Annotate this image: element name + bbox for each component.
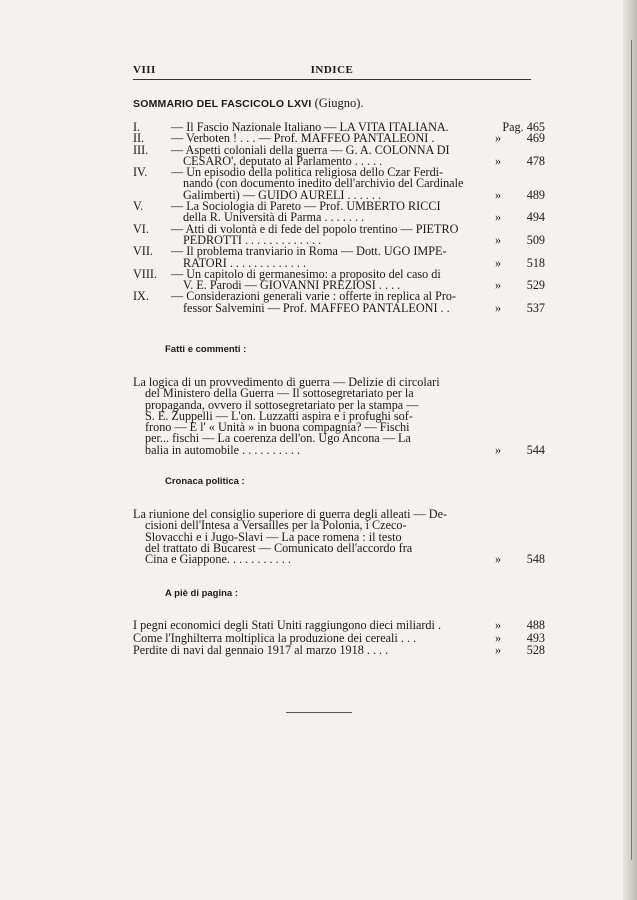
toc-entry-line: Galimberti) — GUIDO AURELI . . . . . . — [183, 187, 382, 202]
toc-roman-numeral: V. — [133, 199, 144, 214]
page-number: VIII — [133, 64, 156, 76]
toc-entry-text — [171, 221, 487, 247]
footnote-list — [133, 619, 545, 657]
toc-entry-line: della R. Università di Parma . . . . . . . — [183, 210, 365, 225]
toc-roman-numeral: VIII. — [133, 266, 158, 281]
page-ref-number: 529 — [526, 278, 545, 293]
toc-roman-numeral: III. — [133, 142, 149, 157]
toc-entry — [133, 266, 545, 293]
page-ref-number: 488 — [526, 618, 545, 632]
ditto-mark: » — [495, 630, 502, 645]
paragraph-line: del Ministero della Guerra — Il sottosegretariato per la — [145, 386, 414, 401]
toc-entry-line: RATORI . . . . . . . . . . . . . — [183, 255, 307, 270]
section-fatti-e-commenti — [133, 344, 545, 456]
toc-roman-numeral: IX. — [133, 289, 149, 304]
toc-entry-text — [171, 142, 487, 168]
ditto-mark: » — [495, 232, 502, 247]
section-heading: Cronaca politica : — [165, 476, 245, 487]
page-ref-number: 478 — [526, 153, 545, 168]
toc-roman-numeral: VII. — [133, 244, 153, 259]
toc-entry-text — [171, 167, 487, 201]
table-of-contents — [133, 122, 545, 314]
ditto-mark: » — [495, 131, 502, 146]
page-ref-number: 493 — [526, 630, 545, 645]
page-ref-number: 537 — [526, 300, 545, 315]
toc-roman-numeral: I. — [133, 120, 141, 134]
paragraph-line: La riunione del consiglio superiore di guerra degli alleati — De- — [133, 507, 448, 521]
ditto-mark: » — [495, 278, 502, 293]
toc-roman-numeral: IV. — [133, 165, 148, 180]
section-paragraph — [133, 509, 545, 565]
toc-entry-line: V. E. Parodi — GIOVANNI PREZIOSI . . . . — [183, 278, 401, 293]
paragraph-line: del trattato di Bucarest — Comunicato dell'accordo fra — [145, 540, 413, 555]
toc-entry — [133, 142, 545, 168]
paragraph-text — [133, 377, 487, 456]
paragraph-line: cisioni dell'Intesa a Versailles per la Polonia, i Czeco- — [145, 518, 407, 533]
toc-entry-text — [171, 201, 487, 224]
toc-entry-text — [171, 266, 487, 293]
toc-entry — [133, 246, 545, 269]
toc-entry-line: — Il problema tranviario in Roma — Dott. UGO IMPE- — [171, 244, 447, 259]
toc-entry — [133, 291, 545, 314]
summary-heading — [133, 96, 364, 111]
toc-entry-line: — La Sociologia di Pareto — Prof. UMBERTO RICCI — [171, 199, 441, 214]
summary-label: SOMMARIO DEL FASCICOLO LXVI — [133, 98, 312, 110]
paragraph-line: propaganda, ovvero il sottosegretariato per la stampa — — [145, 397, 419, 412]
section-paragraph — [133, 377, 545, 456]
toc-entry-line: — Considerazioni generali varie : offerte in replica al Pro- — [171, 289, 457, 304]
paragraph-line: per... fischi — La coerenza dell'on. Ugo Ancona — La — [145, 431, 411, 446]
page-ref-number: 544 — [526, 442, 545, 457]
closing-rule — [286, 712, 352, 713]
binding-line — [631, 40, 632, 860]
header-title: INDICE — [310, 64, 354, 76]
toc-entry-line: CESARO', deputato al Parlamento . . . . . — [183, 153, 383, 168]
paragraph-line: S. E. Zuppelli — L'on. Luzzatti aspira e i profughi sof- — [145, 408, 413, 423]
page-ref-number: 548 — [526, 552, 545, 567]
toc-entry-line: PEDROTTI . . . . . . . . . . . . . — [183, 232, 322, 247]
ditto-mark: » — [495, 442, 502, 457]
running-header — [133, 64, 531, 84]
footnote-text: I pegni economici degli Stati Uniti raggiungono dieci miliardi . — [133, 618, 442, 632]
toc-entry — [133, 167, 545, 201]
ditto-mark: » — [495, 643, 502, 658]
paragraph-line: La logica di un provvedimento di guerra — Delizie di circolari — [133, 375, 440, 389]
page-ref-number: 469 — [526, 131, 545, 146]
footnote-text: Come l'Inghilterra moltiplica la produzione dei cereali . . . — [133, 630, 417, 645]
section-a-pie-di-pagina — [133, 588, 545, 657]
toc-roman-numeral: II. — [133, 131, 145, 146]
footnote-text: Perdite di navi dal gennaio 1917 al marzo 1918 . . . . — [133, 643, 389, 658]
page-ref-number: 509 — [526, 232, 545, 247]
summary-month: (Giugno). — [311, 96, 364, 110]
paragraph-line: frono — E l' « Unità » in buona compagnia? — Fischi — [145, 420, 410, 435]
section-heading: A piè di pagina : — [165, 588, 239, 599]
ditto-mark: » — [495, 187, 502, 202]
page-ref-number: Pag. 465 — [502, 120, 545, 134]
ditto-mark: » — [495, 300, 502, 315]
toc-entry — [133, 221, 545, 247]
toc-entry-line: — Un capitolo di germanesimo: a proposito del caso di — [171, 266, 441, 281]
toc-entry — [133, 201, 545, 224]
toc-entry-line: — Atti di volontà e di fede del popolo trentino — PIETRO — [171, 221, 459, 236]
paragraph-text — [133, 509, 487, 565]
footnote-item — [133, 644, 545, 657]
toc-entry-line: — Verboten ! . . . — Prof. MAFFEO PANTALEONI . — [171, 131, 435, 146]
toc-roman-numeral: VI. — [133, 221, 149, 236]
paragraph-line: Slovacchi e i Jugo-Slavi — La pace romena : il testo — [145, 529, 402, 544]
page-ref-number: 489 — [526, 187, 545, 202]
paragraph-line: Cina e Giappone. . . . . . . . . . . — [145, 552, 291, 567]
toc-entry-text — [171, 246, 487, 269]
ditto-mark: » — [495, 618, 502, 632]
toc-entry-line: — Il Fascio Nazionale Italiano — LA VITA ITALIANA. — [171, 120, 449, 134]
footnote-item — [133, 619, 545, 632]
ditto-mark: » — [495, 552, 502, 567]
page-ref-number: 528 — [526, 643, 545, 658]
toc-entry-line: nando (con documento inedito dell'archivio del Cardinale — [183, 176, 464, 191]
toc-entry-line: — Aspetti coloniali della guerra — G. A. COLONNA DI — [171, 142, 450, 157]
page-ref-number: 518 — [526, 255, 545, 270]
page-edge-shadow — [623, 0, 637, 900]
ditto-mark: » — [495, 255, 502, 270]
page-ref-number: 494 — [526, 210, 545, 225]
ditto-mark: » — [495, 210, 502, 225]
toc-entry-line: — Un episodio della politica religiosa dello Czar Ferdi- — [171, 165, 444, 180]
section-cronaca-politica — [133, 476, 545, 565]
toc-entry-line: fessor Salvemini — Prof. MAFFEO PANTALEONI . . — [183, 300, 450, 315]
header-rule — [133, 79, 531, 80]
ditto-mark: » — [495, 153, 502, 168]
section-heading: Fatti e commenti : — [165, 344, 247, 355]
toc-entry-text — [171, 291, 487, 314]
paragraph-line: balia in automobile . . . . . . . . . . — [145, 442, 301, 457]
